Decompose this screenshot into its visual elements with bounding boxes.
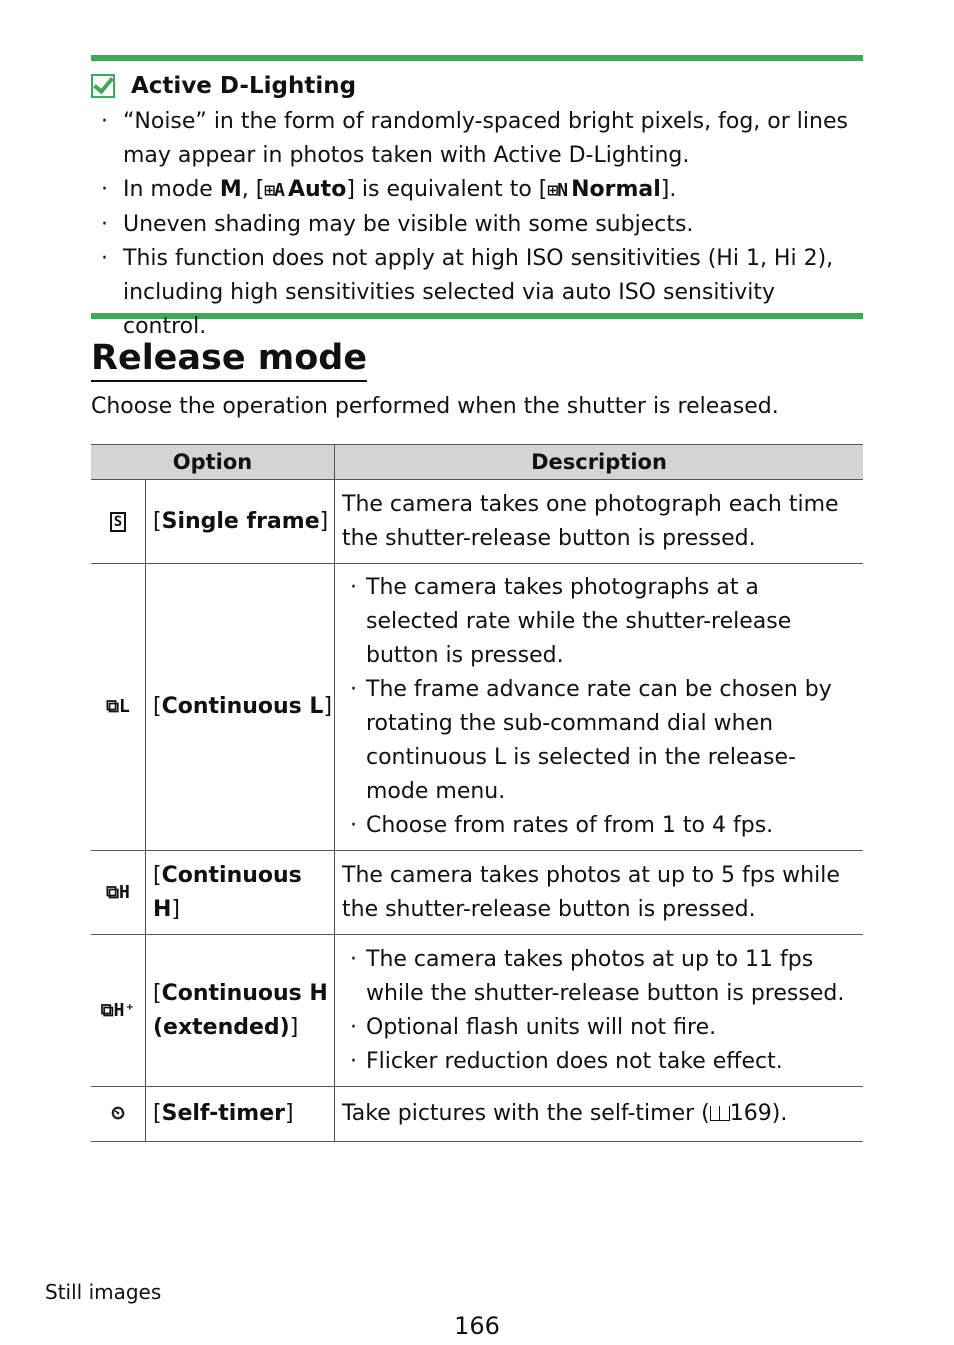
list-item: · The frame advance rate can be chosen by rotating the sub-command dial when continuous L is selected in the release-mode menu.: [342, 673, 857, 809]
option-name: [Continuous L]: [146, 564, 335, 851]
option-description: The camera takes one photograph each time the shutter-release button is pressed.: [335, 480, 864, 564]
list-item: · Optional flash units will not fire.: [342, 1011, 857, 1045]
table-row: [91, 564, 863, 851]
header-option: Option: [91, 445, 335, 480]
adl-auto-icon: ⊞A: [264, 180, 284, 201]
section-intro: Choose the operation performed when the shutter is released.: [91, 394, 779, 419]
check-icon: [91, 74, 115, 98]
table-row: [91, 480, 863, 564]
list-item: · The camera takes photos at up to 11 fps while the shutter-release button is pressed.: [342, 943, 857, 1011]
self-timer-icon: ⏲: [91, 1087, 146, 1142]
single-frame-icon: S: [91, 480, 146, 564]
table-row: [91, 851, 863, 935]
adl-normal-icon: ⊞N: [547, 180, 568, 201]
note-bullet: · “Noise” in the form of randomly-spaced bright pixels, fog, or lines may appear in photos taken with Active D-Lighting.: [101, 105, 861, 173]
book-icon: [710, 1106, 730, 1121]
option-name: [Continuous H]: [146, 851, 335, 935]
page-number: 166: [454, 1312, 500, 1340]
note-bullet: · In mode M, [⊞A Auto] is equivalent to [⊞N Normal].: [101, 173, 861, 208]
option-name: [Self-timer]: [146, 1087, 335, 1142]
option-description: The camera takes photos at up to 5 fps while the shutter-release button is pressed.: [335, 851, 864, 935]
note-bullet: · This function does not apply at high ISO sensitivities (Hi 1, Hi 2), including high sensitivities selected via auto ISO sensitivity control.: [101, 242, 861, 344]
continuous-high-extended-icon: ⧉H⁺: [91, 935, 146, 1087]
continuous-high-icon: ⧉H: [91, 851, 146, 935]
section-title: Release mode: [91, 338, 367, 382]
list-item: · The camera takes photographs at a selected rate while the shutter-release button is pressed.: [342, 571, 857, 673]
continuous-low-icon: ⧉L: [91, 564, 146, 851]
footer-section-name: Still images: [45, 1280, 162, 1304]
table-row: [91, 935, 863, 1087]
option-description: Take pictures with the self-timer ( 169).: [335, 1087, 864, 1142]
option-description: [335, 935, 864, 1087]
option-name: [Single frame]: [146, 480, 335, 564]
release-mode-table: [91, 444, 863, 1142]
page-reference-link[interactable]: 169: [729, 1101, 772, 1126]
note-title: Active D-Lighting: [91, 73, 356, 99]
table-row: [91, 1087, 863, 1142]
list-item: · Choose from rates of from 1 to 4 fps.: [342, 809, 857, 843]
note-bullet: · Uneven shading may be visible with some subjects.: [101, 208, 861, 242]
header-description: Description: [335, 445, 864, 480]
active-d-lighting-note: [91, 55, 863, 339]
note-bullets: [101, 105, 861, 344]
option-description: [335, 564, 864, 851]
option-name: [Continuous H (extended)]: [146, 935, 335, 1087]
list-item: · Flicker reduction does not take effect.: [342, 1045, 857, 1079]
